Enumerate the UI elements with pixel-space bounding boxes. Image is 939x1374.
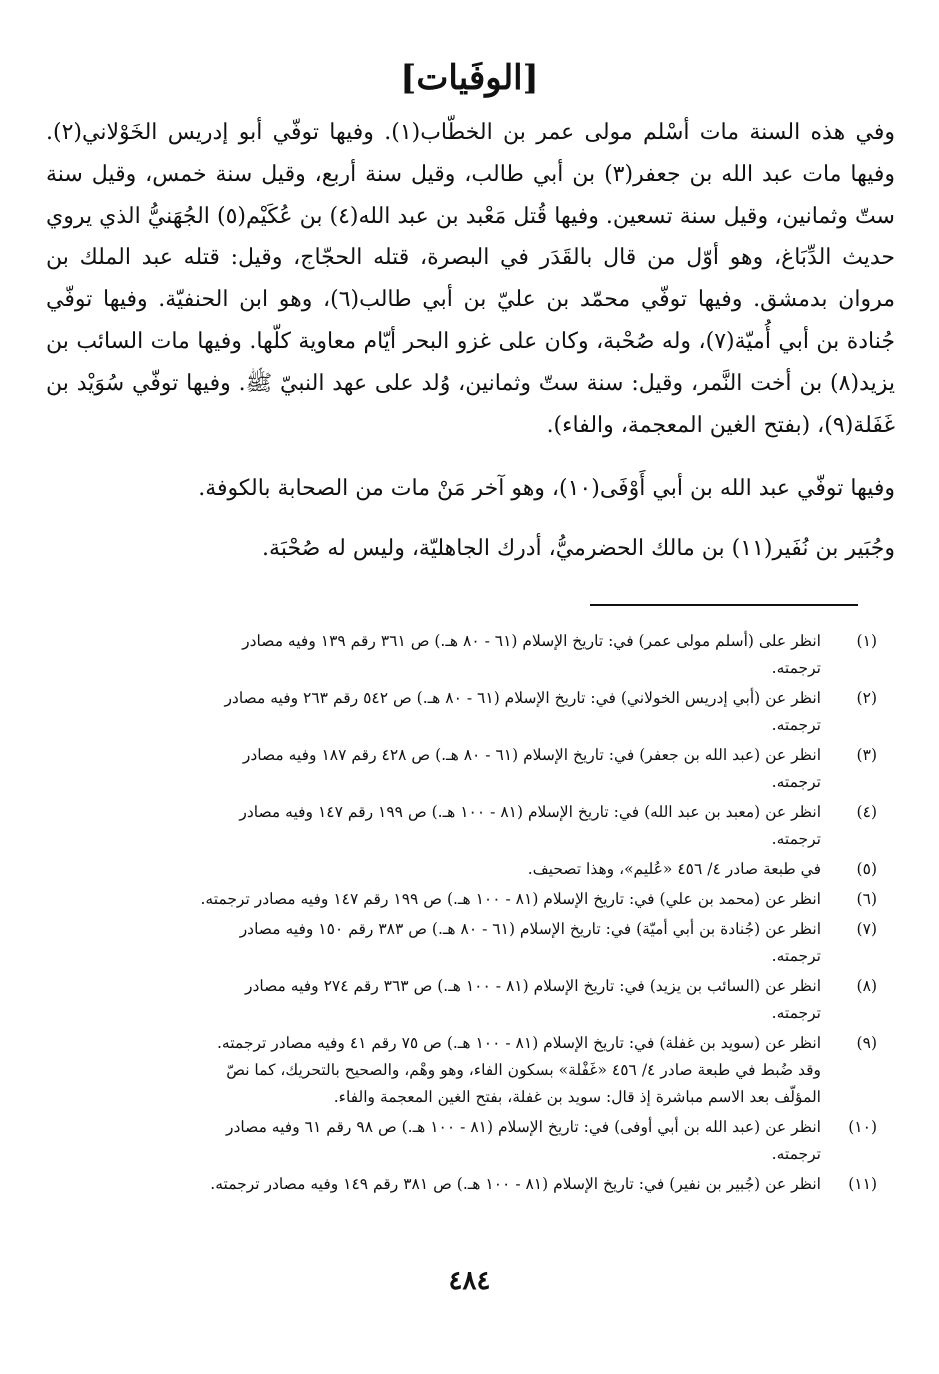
footnote-3 — [46, 742, 877, 796]
footnote-line: ترجمته. — [771, 1145, 821, 1163]
footnote-number: (١٠) — [848, 1118, 877, 1136]
footnote-line: ترجمته. — [771, 716, 821, 734]
footnote-number: (٧) — [856, 920, 877, 938]
paragraph-3: وجُبَير بن نُفَير(١١) بن مالك الحضرميُّ، أدرك الجاهليّة، وليس له صُحْبَة. — [262, 536, 895, 562]
footnote-line: في طبعة صادر ٤/ ٤٥٦ «عُليم»، وهذا تصحيف. — [527, 860, 821, 878]
footnote-line: انظر على (أسلم مولى عمر) في: تاريخ الإسلام (٦١ - ٨٠ هـ.) ص ٣٦١ رقم ١٣٩ وفيه مصادر — [242, 632, 821, 650]
footnote-text — [46, 856, 821, 883]
footnote-number: (١١) — [848, 1175, 877, 1193]
footnote-line: ترجمته. — [771, 1004, 821, 1022]
footnote-number: (١) — [856, 632, 877, 650]
main-text — [46, 112, 895, 570]
footnote-text — [46, 886, 821, 913]
footnote-text — [46, 742, 821, 796]
footnote-number: (٦) — [856, 890, 877, 908]
footnotes — [46, 628, 877, 1201]
footnote-line: انظر عن (عبد الله بن جعفر) في: تاريخ الإسلام (٦١ - ٨٠ هـ.) ص ٤٢٨ رقم ١٨٧ وفيه مصادر — [242, 746, 821, 764]
footnote-number: (٢) — [856, 689, 877, 707]
footnote-text — [46, 973, 821, 1027]
section-title: [الوفَيات] — [400, 58, 539, 98]
footnote-text — [46, 1030, 821, 1111]
footnote-line: ترجمته. — [771, 830, 821, 848]
footnote-separator — [590, 604, 858, 606]
footnote-text — [46, 628, 821, 682]
footnote-line: وقد ضُبط في طبعة صادر ٤/ ٤٥٦ «غَفْلة» بسكون الفاء، وهو وهْم، والصحيح بالتحريك، كما نصّ — [226, 1061, 821, 1079]
footnote-text — [46, 1171, 821, 1198]
footnote-text — [46, 799, 821, 853]
footnote-number: (٩) — [856, 1034, 877, 1052]
footnote-line: انظر عن (سويد بن غفلة) في: تاريخ الإسلام (٨١ - ١٠٠ هـ.) ص ٧٥ رقم ٤١ وفيه مصادر ترجمته. — [217, 1034, 821, 1052]
footnote-4 — [46, 799, 877, 853]
footnote-line: انظر عن (أبي إدريس الخولاني) في: تاريخ الإسلام (٦١ - ٨٠ هـ.) ص ٥٤٢ رقم ٢٦٣ وفيه مصادر — [224, 689, 821, 707]
footnote-8 — [46, 973, 877, 1027]
page-number: ٤٨٤ — [448, 1266, 491, 1296]
footnote-line: انظر عن (السائب بن يزيد) في: تاريخ الإسلام (٨١ - ١٠٠ هـ.) ص ٣٦٣ رقم ٢٧٤ وفيه مصادر — [245, 977, 821, 995]
footnote-line: ترجمته. — [771, 773, 821, 791]
footnote-line: انظر عن (عبد الله بن أبي أوفى) في: تاريخ الإسلام (٨١ - ١٠٠ هـ.) ص ٩٨ رقم ٦١ وفيه مصادر — [226, 1118, 821, 1136]
footnote-1 — [46, 628, 877, 682]
footnote-line: ترجمته. — [771, 947, 821, 965]
paragraph-1: وفي هذه السنة مات أسْلم مولى عمر بن الخطّاب(١). وفيها توفّي أبو إدريس الخَوْلاني(٢). وفيها مات عبد الله بن جعفر(٣) بن أبي طالب، وقيل سنة أربع، وقيل سنة خمس، وقيل سنة ستّ وثمانين، وقيل سنة تسعين. وفيها قُتل مَعْبد بن عبد الله(٤) بن عُكَيْم(٥) الجُهَنيُّ الذي يروي حديث الدِّبَاغ، وهو أوّل من قال بالقَدَر في البصرة، قتله الحجّاج، وقيل: قتله عبد الملك بن مروان بدمشق. وفيها توفّي محمّد بن عليّ بن أبي طالب(٦)، وهو ابن الحنفيّة. وفيها توفّي جُنادة بن أبي أُميّة(٧)، وله صُحْبة، وكان على غزو البحر أيّام معاوية كلّها. وفيها مات السائب بن يزيد(٨) بن أخت النَّمر، وقيل: سنة ستّ وثمانين، وُلد على عهد النبيّ ﷺ. وفيها توفّي سُوَيْد بن غَفَلة(٩)، (بفتح الغين المعجمة، والفاء). — [46, 120, 895, 438]
footnote-5 — [46, 856, 877, 883]
footnote-text — [46, 685, 821, 739]
footnote-line: انظر عن (جُنادة بن أبي أميّة) في: تاريخ الإسلام (٦١ - ٨٠ هـ.) ص ٣٨٣ رقم ١٥٠ وفيه مصادر — [239, 920, 821, 938]
paragraph-2: وفيها توفّي عبد الله بن أبي أَوْفَى(١٠)، وهو آخر مَنْ مات من الصحابة بالكوفة. — [198, 476, 895, 502]
footnote-number: (٨) — [856, 977, 877, 995]
footnote-11 — [46, 1171, 877, 1198]
footnote-text — [46, 1114, 821, 1168]
footnote-line: ترجمته. — [771, 659, 821, 677]
footnote-9 — [46, 1030, 877, 1111]
footnote-10 — [46, 1114, 877, 1168]
footnote-number: (٥) — [856, 860, 877, 878]
footnote-line: المؤلّف بعد الاسم مباشرة إذ قال: سويد بن غفلة، بفتح الغين المعجمة والفاء. — [333, 1088, 821, 1106]
footnote-line: انظر عن (معبد بن عبد الله) في: تاريخ الإسلام (٨١ - ١٠٠ هـ.) ص ١٩٩ رقم ١٤٧ وفيه مصادر — [239, 803, 821, 821]
footnote-6 — [46, 886, 877, 913]
footnote-number: (٣) — [856, 746, 877, 764]
footnote-line: انظر عن (محمد بن علي) في: تاريخ الإسلام (٨١ - ١٠٠ هـ.) ص ١٩٩ رقم ١٤٧ وفيه مصادر ترجمته. — [200, 890, 821, 908]
footnote-7 — [46, 916, 877, 970]
footnote-line: انظر عن (جُبير بن نفير) في: تاريخ الإسلام (٨١ - ١٠٠ هـ.) ص ٣٨١ رقم ١٤٩ وفيه مصادر ترجمته. — [210, 1175, 821, 1193]
footnote-text — [46, 916, 821, 970]
footnote-number: (٤) — [856, 803, 877, 821]
footnote-2 — [46, 685, 877, 739]
